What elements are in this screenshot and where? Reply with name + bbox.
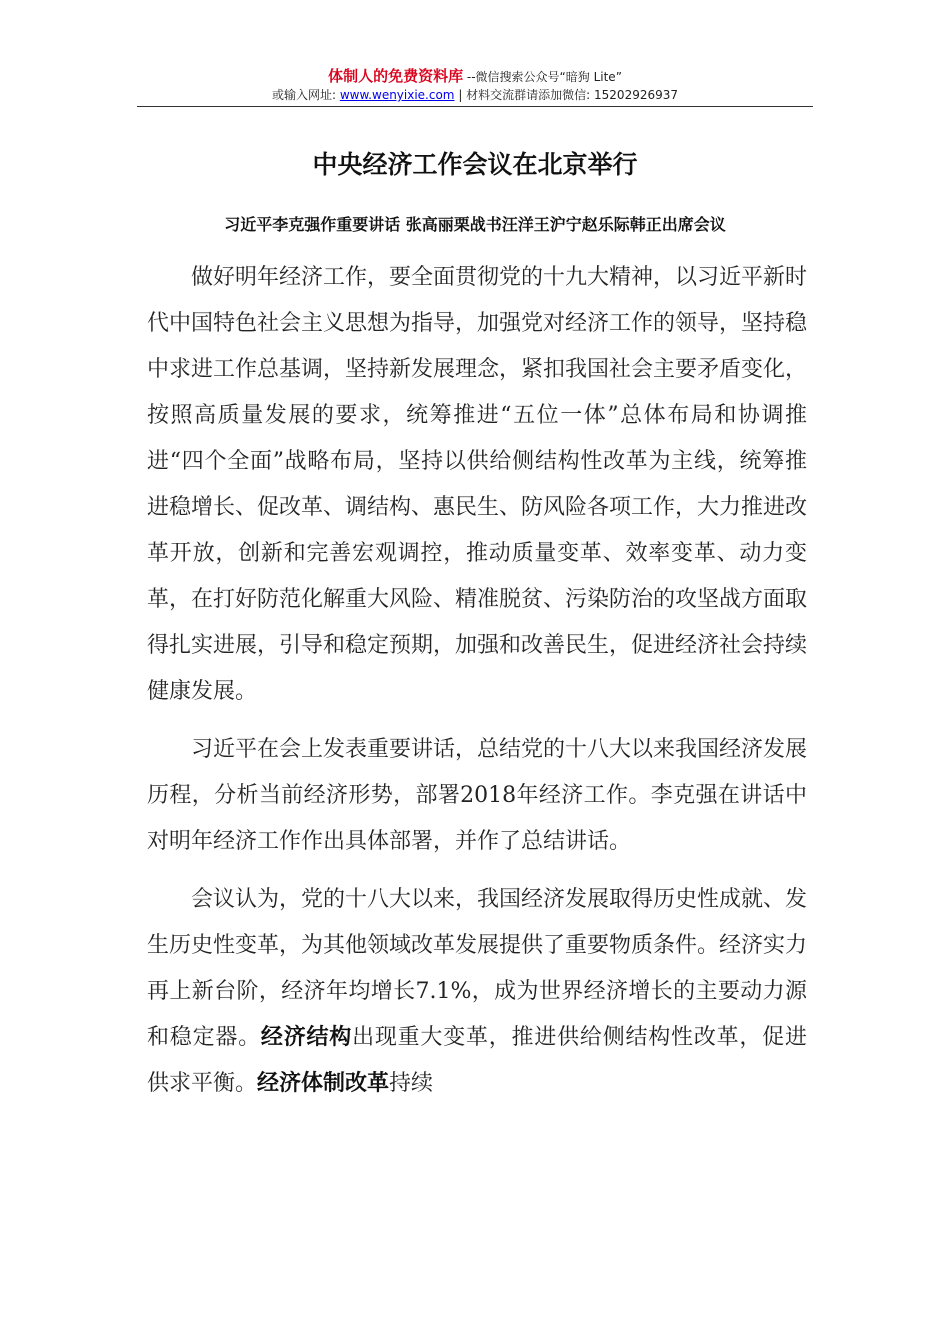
header-contact-line (137, 86, 813, 104)
paragraph-3-text-2: 出现重大变革，推进供给侧结构性改革，促进供求平衡。 (147, 1025, 807, 1096)
paragraph-1: 做好明年经济工作，要全面贯彻党的十九大精神，以习近平新时代中国特色社会主义思想为指导，加强党对经济工作的领导，坚持稳中求进工作总基调，坚持新发展理念，紧扣我国社会主要矛盾变化，按照高质量发展的要求，统筹推进“五位一体”总体布局和协调推进“四个全面”战略布局，坚持以供给侧结构性改革为主线，统筹推进稳增长、促改革、调结构、惠民生、防风险各项工作，大力推进改革开放，创新和完善宏观调控，推动质量变革、效率变革、动力变革，在打好防范化解重大风险、精准脱贫、污染防治的攻坚战方面取得扎实进展，引导和稳定预期，加强和改善民生，促进经济社会持续健康发展。 (147, 265, 808, 704)
document-body (147, 255, 807, 1107)
header-site-link[interactable]: www.wenyixie.com (339, 88, 455, 102)
document-subtitle: 习近平李克强作重要讲话 张高丽栗战书汪洋王沪宁赵乐际韩正出席会议 (224, 215, 726, 234)
header-slogan: --微信搜索公众号“暗狗 Lite” (463, 70, 622, 84)
page-header (137, 66, 813, 104)
header-divider (137, 106, 813, 107)
paragraph-3 (147, 877, 807, 1107)
header-url-prefix: 或输入网址: (271, 88, 340, 102)
paragraph-3-emphasis-2: 经济体制改革 (257, 1071, 390, 1096)
header-contact: | 材料交流群请添加微信: 15202926937 (454, 88, 679, 102)
paragraph-2: 习近平在会上发表重要讲话，总结党的十八大以来我国经济发展历程，分析当前经济形势，部署2018年经济工作。李克强在讲话中对明年经济工作作出具体部署，并作了总结讲话。 (147, 737, 808, 854)
header-brand: 体制人的免费资料库 (328, 67, 464, 85)
paragraph-3-text-1: 会议认为，党的十八大以来，我国经济发展取得历史性成就、发生历史性变革，为其他领域改革发展提供了重要物质条件。经济实力再上新台阶，经济年均增长7.1%，成为世界经济增长的主要动力源和稳定器。 (147, 887, 808, 1050)
document-title: 中央经济工作会议在北京举行 (312, 150, 638, 179)
paragraph-3-text-3: 持续 (389, 1071, 434, 1096)
paragraph-3-emphasis-1: 经济结构 (260, 1025, 353, 1050)
header-promo-line (137, 66, 813, 86)
